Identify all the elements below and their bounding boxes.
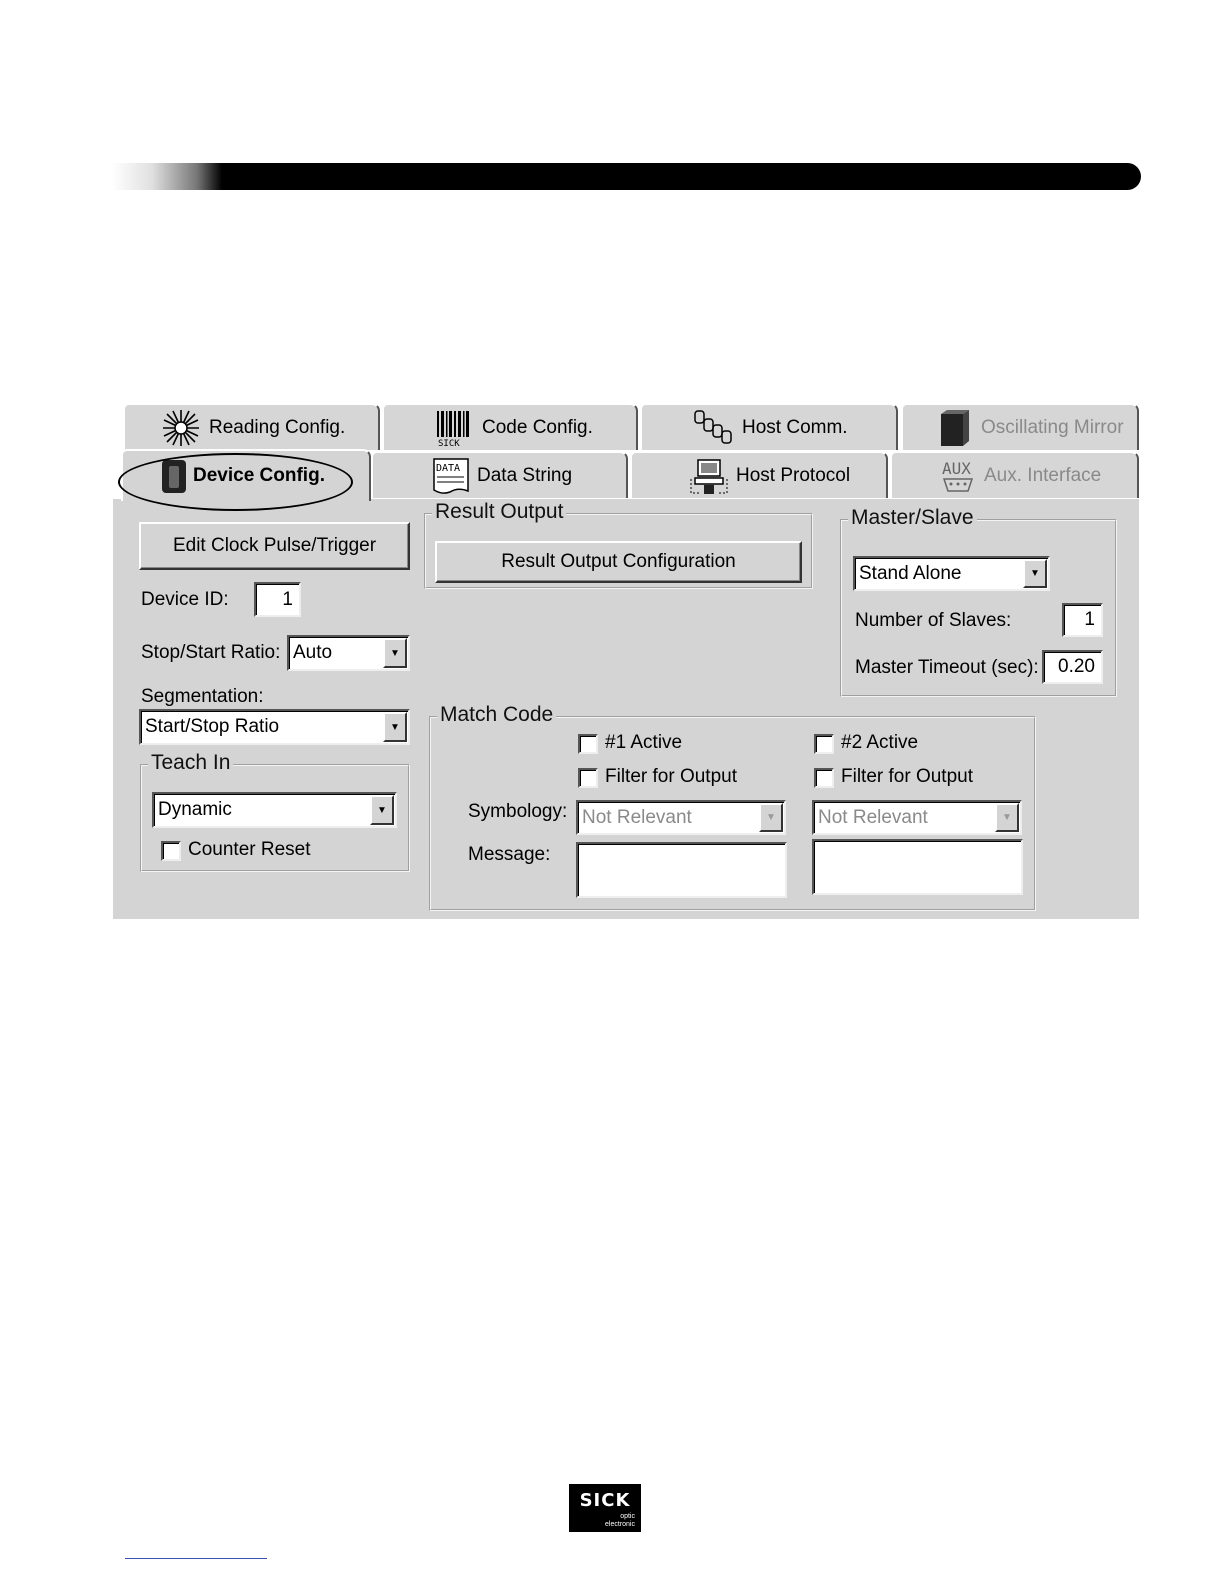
header-bar [112, 163, 1141, 190]
tab-label: Host Comm. [742, 416, 848, 438]
tab-label: Aux. Interface [984, 464, 1102, 486]
match-code-caption: Match Code [437, 703, 556, 727]
computer-icon [688, 457, 730, 495]
master-timeout-label: Master Timeout (sec): [855, 657, 1039, 678]
active1-label: #1 Active [605, 732, 683, 753]
filter2-label: Filter for Output [841, 766, 973, 787]
aux-icon [938, 457, 978, 495]
master-slave-mode-value: Stand Alone [859, 562, 962, 584]
active2-label: #2 Active [841, 732, 919, 753]
svg-text:DATA: DATA [436, 462, 461, 474]
tab-aux-interface[interactable] [890, 451, 1139, 498]
dropdown-arrow-icon[interactable]: ▼ [1023, 559, 1047, 588]
tab-label: Data String [477, 464, 573, 486]
teach-in-select[interactable] [152, 792, 397, 828]
message-label: Message: [468, 844, 551, 865]
dropdown-arrow-icon[interactable]: ▼ [383, 638, 407, 668]
tab-label: Reading Config. [209, 416, 346, 438]
result-output-group [424, 500, 813, 589]
dropdown-arrow-icon[interactable]: ▼ [383, 712, 407, 742]
dropdown-arrow-icon[interactable]: ▼ [370, 795, 394, 825]
segmentation-select[interactable] [139, 709, 410, 745]
dropdown-arrow-icon[interactable]: ▼ [995, 803, 1019, 832]
tab-data-string[interactable] [371, 451, 628, 498]
mirror-device-icon [931, 409, 975, 447]
tab-label: Device Config. [193, 465, 325, 486]
device-config-panel [113, 499, 1139, 919]
result-output-caption: Result Output [432, 500, 566, 524]
active1-checkbox[interactable] [578, 734, 598, 754]
match-code-group [429, 703, 1036, 911]
svg-text:AUX: AUX [942, 458, 971, 478]
device-id-field[interactable]: 1 [254, 582, 301, 617]
symbology2-value: Not Relevant [818, 806, 928, 828]
svg-text:SICK: SICK [438, 438, 460, 447]
master-slave-group [840, 506, 1117, 697]
filter1-checkbox[interactable] [578, 768, 598, 788]
filter2-checkbox[interactable] [814, 768, 834, 788]
barcode-icon [432, 409, 476, 447]
counter-reset-label: Counter Reset [188, 839, 311, 860]
tab-label: Host Protocol [736, 464, 851, 486]
segmentation-label: Segmentation: [141, 686, 264, 707]
data-icon [431, 457, 471, 495]
symbology-label: Symbology: [468, 801, 568, 822]
number-of-slaves-field[interactable]: 1 [1062, 603, 1103, 637]
footer-link-underline [125, 1558, 267, 1559]
teach-in-group [140, 751, 410, 872]
tab-label: Oscillating Mirror [981, 416, 1124, 438]
symbology2-select[interactable] [812, 800, 1022, 835]
symbology1-select[interactable] [576, 800, 786, 835]
edit-clock-pulse-button[interactable]: Edit Clock Pulse/Trigger [139, 522, 410, 570]
stop-start-ratio-value: Auto [293, 642, 333, 663]
teach-in-caption: Teach In [148, 751, 233, 775]
number-of-slaves-label: Number of Slaves: [855, 610, 1012, 631]
laser-burst-icon [159, 409, 203, 447]
segmentation-value: Start/Stop Ratio [145, 716, 280, 737]
message2-field[interactable] [812, 839, 1023, 895]
master-slave-mode-select[interactable] [853, 556, 1050, 591]
counter-reset-checkbox[interactable] [161, 841, 181, 861]
tab-host-protocol[interactable] [630, 451, 888, 498]
stop-start-ratio-label: Stop/Start Ratio: [141, 642, 281, 663]
tab-oscillating-mirror[interactable] [901, 403, 1139, 450]
tab-label: Code Config. [482, 416, 593, 438]
symbology1-value: Not Relevant [582, 806, 692, 828]
config-dialog [113, 401, 1139, 919]
master-timeout-field[interactable]: 0.20 [1042, 650, 1103, 684]
master-slave-caption: Master/Slave [848, 506, 977, 530]
tab-code-config[interactable] [382, 403, 638, 450]
highlight-oval [118, 453, 353, 511]
stop-start-ratio-select[interactable] [287, 635, 410, 671]
result-output-configuration-button[interactable]: Result Output Configuration [435, 541, 802, 583]
baud-icon [692, 409, 736, 447]
tab-host-comm[interactable] [640, 403, 898, 450]
sick-logo: SICK optic electronic [569, 1484, 641, 1532]
filter1-label: Filter for Output [605, 766, 737, 787]
dropdown-arrow-icon[interactable]: ▼ [759, 803, 783, 832]
device-id-label: Device ID: [141, 589, 229, 610]
teach-in-value: Dynamic [158, 799, 232, 820]
active2-checkbox[interactable] [814, 734, 834, 754]
message1-field[interactable] [576, 842, 787, 898]
tab-reading-config[interactable] [123, 403, 380, 450]
